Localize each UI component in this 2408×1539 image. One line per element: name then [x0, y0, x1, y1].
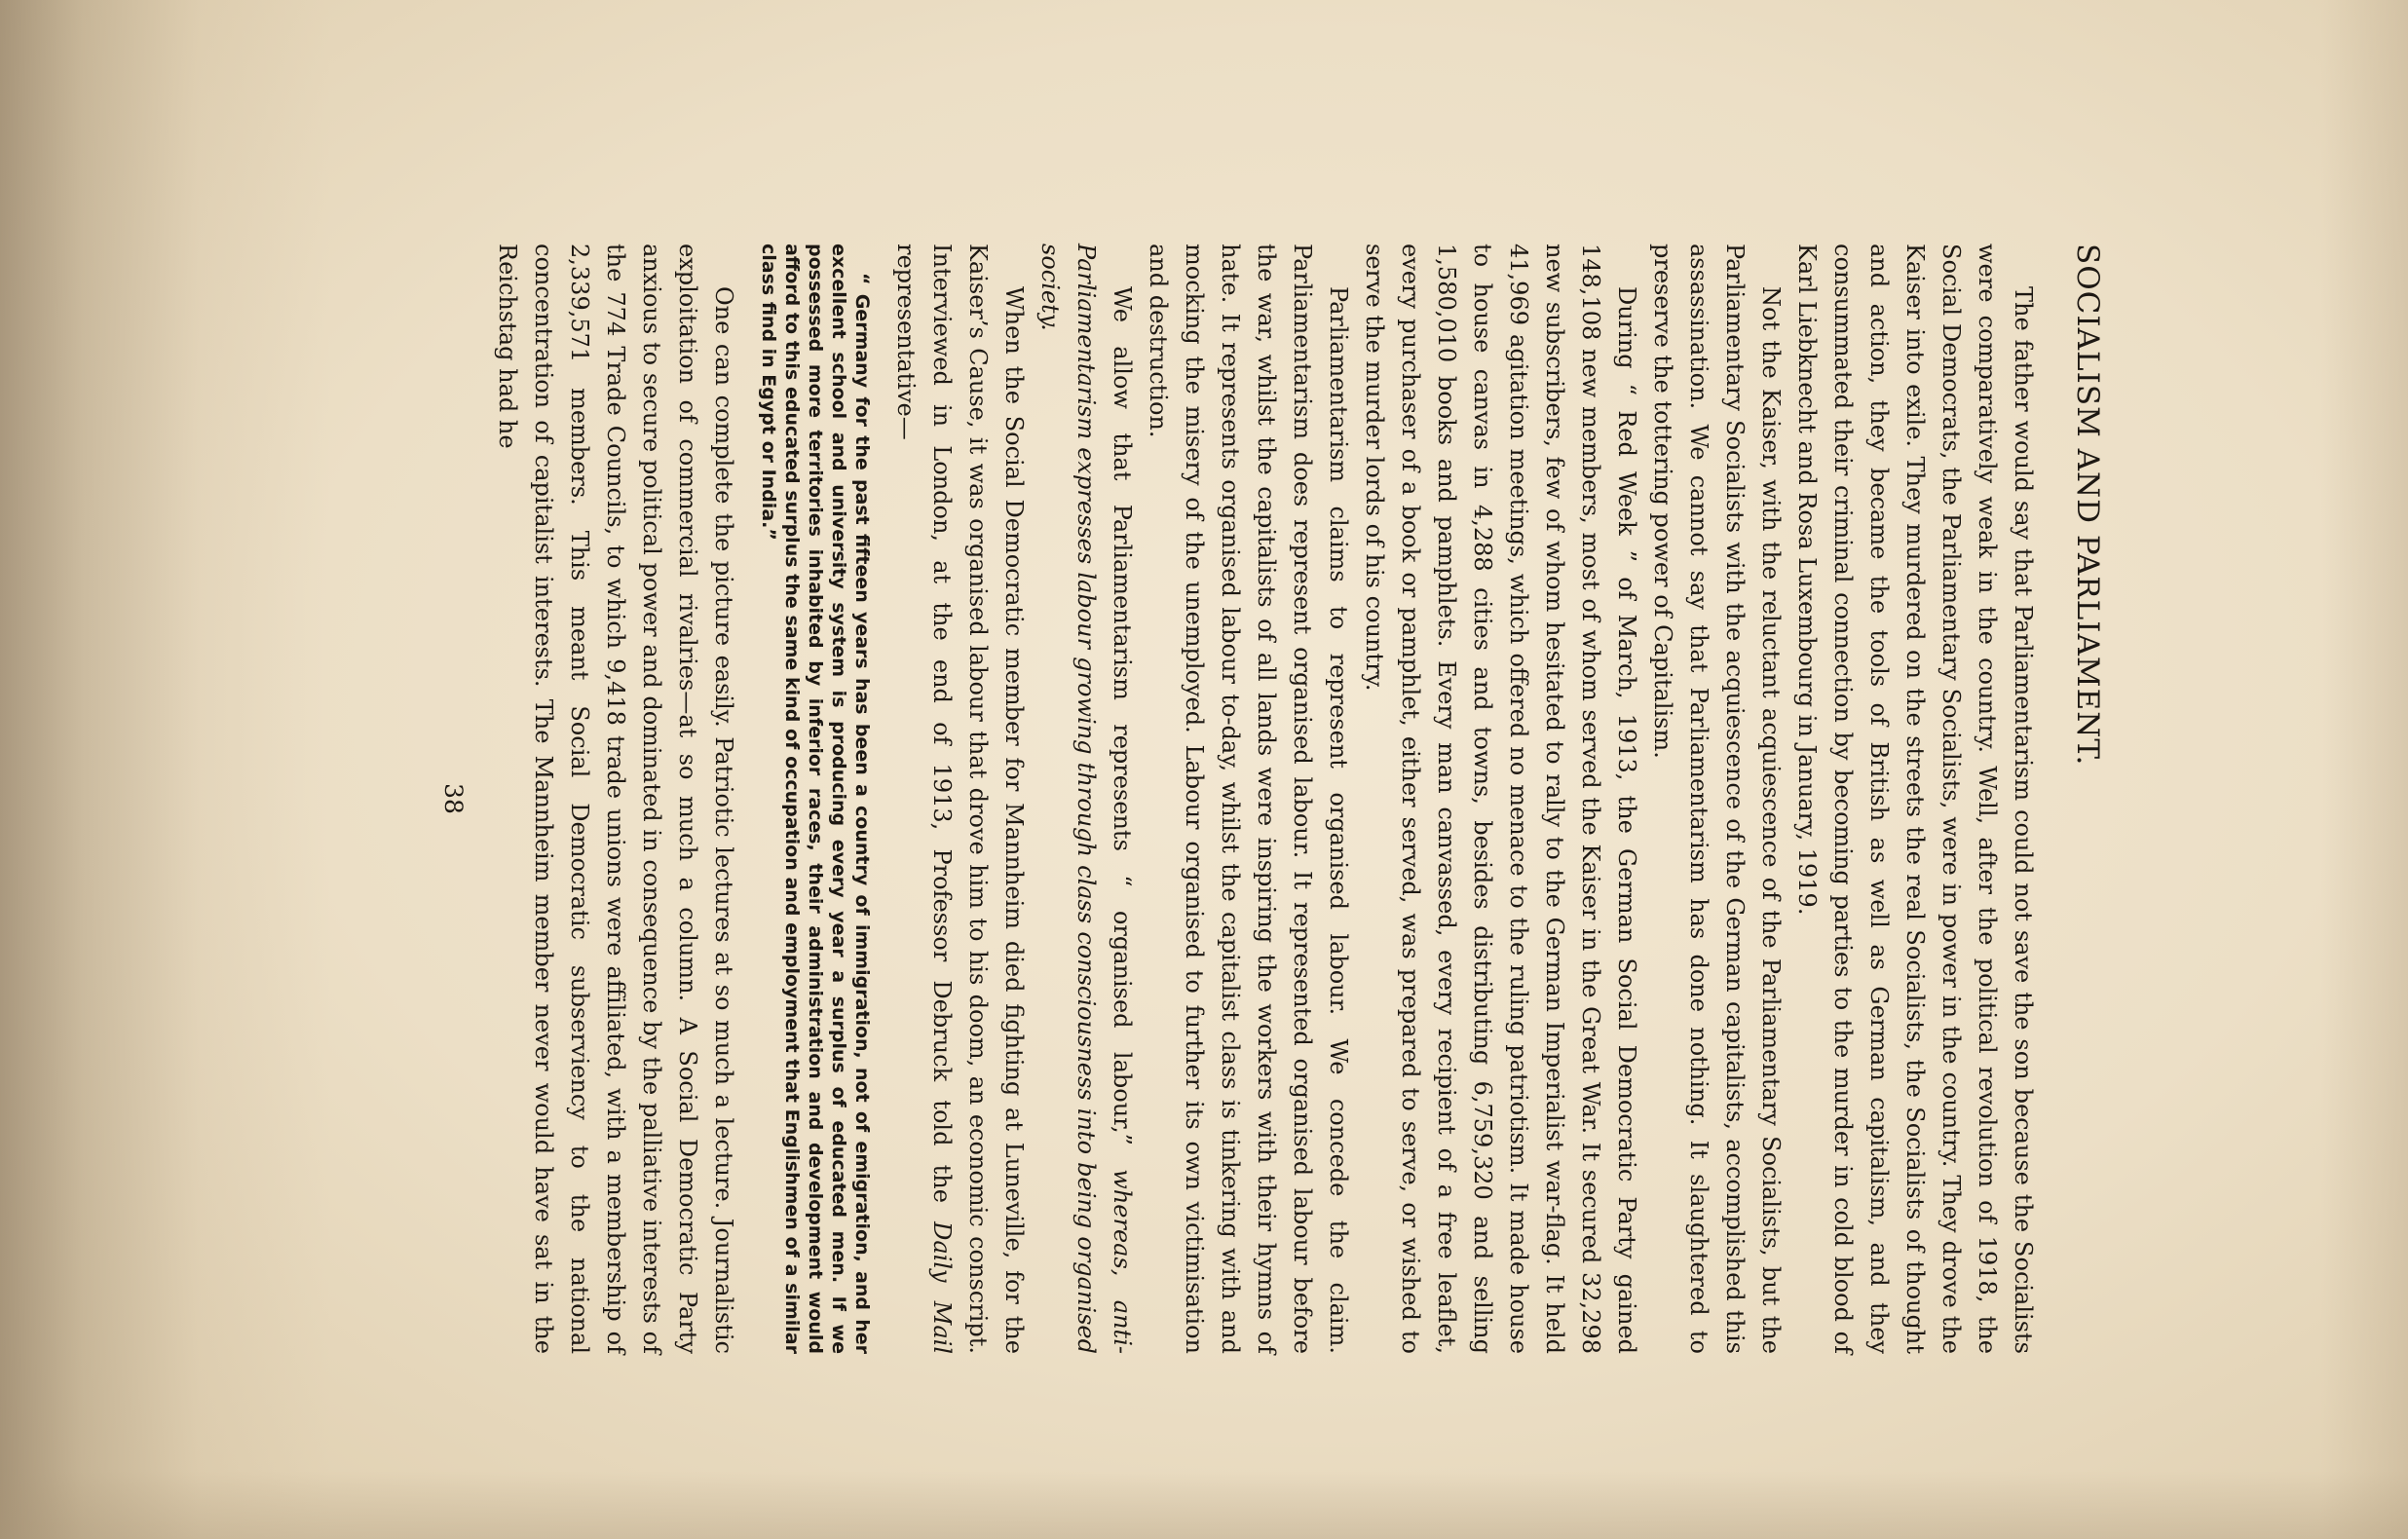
paragraph-closing: One can complete the picture easily. Patriotic lectures at so much a lecture. Journalistic exploitation of commercial rivalries—at so much a column. A Social Democratic Party anxious to secure political power and dominated in consequence by the palliative interests of the 774 Trade Councils, to which 9,418 trade unions were affiliated, with a membership of 2,339,571 members. This meant Social Democratic subserviency to the national concentration of capitalist interests. The Mannheim member never would have sat in the Reichstag had he [494, 244, 737, 1354]
page-number: 38 [439, 783, 468, 814]
mannheim-lead: When the Social Democratic member for Mannheim died fighting at Luneville, for the Kaiser’s Cause, it was organised labour that drove him to his doom, an economic conscript. Interviewed in London, at the end of 1913, Professor Debruck told the [928, 244, 1028, 1354]
page-bottom-shading [0, 1471, 2408, 1539]
paragraph: Parliamentarism claims to represent organised labour. We concede the claim. Parliamentarism does represent organised labour. It represented organised labour before the war, whilst the capitalists of all lands were inspiring the workers with their hymns of hate. It represents organised labour to-day, whilst the capitalist class is tinkering with and mocking the misery of the unemployed. Labour organised to further its own victimisation and destruction. [1145, 244, 1352, 1354]
paragraph: The father would say that Parliamentarism could not save the son because the Socialists were comparatively weak in the country. Well, after the political revolution of 1918, the Social Democrats, the Parliamentary Socialists, were in power in the country. They drove the Kaiser into exile. They murdered on the streets the real Socialists, the Socialists of thought and action, they became the tools of British as well as German capitalism, and they consummated their criminal connection by becoming parties to the murder in cold blood of Karl Liebknecht and Rosa Luxembourg in January, 1919. [1793, 244, 2037, 1354]
rotated-page [103, 93, 2305, 1446]
block-quote: “ Germany for the past fifteen years has been a country of immigration, not of emigration, and her excellent school and university system is producing every year a surplus of educated men. If we possessed more territories inhabited by inferior races, their administration and development would afford to this educated surplus the same kind of occupation and employment that Englishmen of a similar class find in Egypt or India.” [758, 244, 873, 1354]
paragraph-allow [1032, 244, 1140, 1354]
body-text [489, 244, 2041, 1354]
allow-lead: We allow that Parliamentarism represents “ organised labour,” [1109, 286, 1136, 1170]
newspaper-title: Daily Mail [928, 1221, 956, 1355]
page-edge-shading [2320, 0, 2408, 1539]
paragraph: During “ Red Week ” of March, 1913, the German Social Democratic Party gained 148,108 new members, most of whom served the Kaiser in the Great War. It secured 32,298 new subscribers, few of whom hesitated to rally to the German Imperialist war-flag. It held 41,969 agitation meetings, which offered no menace to the ruling patriotism. It made house to house canvas in 4,288 cities and towns, besides distributing 6,759,320 and selling 1,580,010 books and pamphlets. Every man canvassed, every recipient of a free leaflet, every purchaser of a book or pamphlet, either served, was prepared to serve, or wished to serve the murder lords of his country. [1361, 244, 1640, 1354]
mannheim-tail: representative— [892, 244, 920, 440]
allow-emphasis: whereas, anti-Parliamentarism expresses labour growing through class consciousness into being organised society. [1036, 244, 1136, 1354]
paragraph-mannheim [887, 244, 1032, 1354]
paragraph: Not the Kaiser, with the reluctant acquiescence of the Parliamentary Socialists, but the Parliamentary Socialists with the acquiescence of the German capitalists, accomplished this assassination. We cannot say that Parliamentarism has done nothing. It slaughtered to preserve the tottering power of Capitalism. [1649, 244, 1785, 1354]
running-head: SOCIALISM AND PARLIAMENT. [2070, 244, 2105, 767]
